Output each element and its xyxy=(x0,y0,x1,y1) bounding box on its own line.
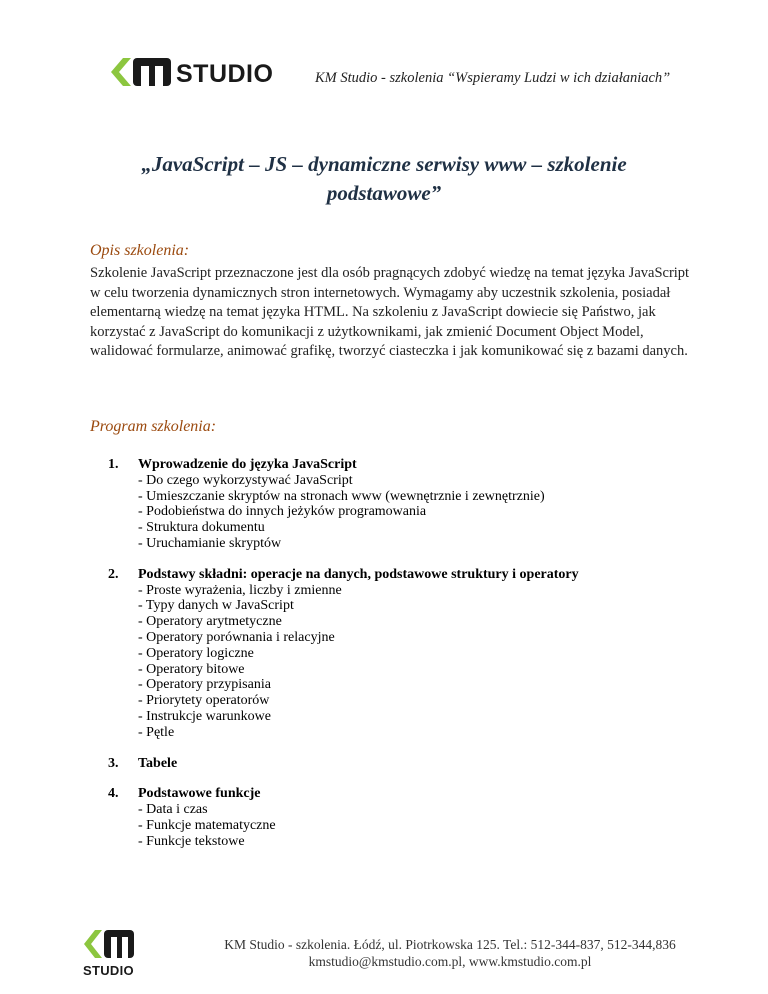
footer-contact xyxy=(200,936,700,970)
module-topic: - Data i czas xyxy=(138,802,208,818)
module-title-text: Podstawowe funkcje xyxy=(138,786,261,802)
module-number: 3. xyxy=(108,755,119,771)
module-topic: - Operatory bitowe xyxy=(138,661,245,677)
module-topic: - Podobieństwa do innych jeżyków programowania xyxy=(138,504,427,520)
module-title xyxy=(108,567,708,583)
header-tagline: KM Studio - szkolenia “Wspieramy Ludzi w ich działaniach” xyxy=(315,70,671,86)
module-number: 2. xyxy=(108,566,119,582)
module-topic: - Instrukcje warunkowe xyxy=(138,708,271,724)
logo-wordmark: STUDIO xyxy=(176,60,274,88)
km-logo-icon xyxy=(109,55,173,89)
module-topic: - Operatory arytmetyczne xyxy=(138,614,282,630)
module-title-text: Tabele xyxy=(138,755,178,771)
module-topic: - Uruchamianie skryptów xyxy=(138,535,282,551)
program-heading: Program szkolenia: xyxy=(90,418,217,435)
program-list xyxy=(108,457,708,865)
module-topic: - Proste wyrażenia, liczby i zmienne xyxy=(138,582,342,598)
footer-web: kmstudio@kmstudio.com.pl, www.kmstudio.com.pl xyxy=(308,954,592,969)
module-topic: - Operatory porównania i relacyjne xyxy=(138,629,335,645)
module-number: 1. xyxy=(108,457,119,472)
footer-address: KM Studio - szkolenia. Łódź, ul. Piotrkowska 125. Tel.: 512-344-837, 512-344,836 xyxy=(224,937,676,952)
module-title-text: Wprowadzenie do języka JavaScript xyxy=(138,457,357,472)
footer-logo-wordmark: STUDIO xyxy=(83,963,134,978)
description-heading: Opis szkolenia: xyxy=(90,242,190,259)
module-topic: - Operatory logiczne xyxy=(138,645,254,661)
module-topic: - Do czego wykorzystywać JavaScript xyxy=(138,472,353,488)
module-topic: - Operatory przypisania xyxy=(138,677,271,693)
module-topic: - Struktura dokumentu xyxy=(138,520,265,536)
module-topic: - Funkcje tekstowe xyxy=(138,833,245,849)
program-module xyxy=(108,756,708,772)
module-topic: - Pętle xyxy=(138,724,175,740)
description-text: Szkolenie JavaScript przeznaczone jest dla osób pragnących zdobyć wiedzę na temat języka JavaScript w celu tworzenia dynamicznych stron internetowych. Wymagamy aby uczestnik szkolenia, posiadał elementarną wiedzę na temat języka HTML. Na szkoleniu z JavaScript dowiecie się Państwo, jak korzystać z JavaScript do komunikacji z użytkownikami, jak zmienić Document Object Model, walidować formularze, animować grafikę, tworzyć ciasteczka i jak komunikować się z bazami danych. xyxy=(90,265,690,359)
module-number: 4. xyxy=(108,786,119,802)
page-header xyxy=(0,0,768,110)
module-topic: - Funkcje matematyczne xyxy=(138,817,276,833)
document-title: „JavaScript – JS – dynamiczne serwisy www – szkolenie podstawowe” xyxy=(141,152,627,205)
program-module xyxy=(108,567,708,741)
footer-km-logo-icon xyxy=(82,925,136,963)
program-module xyxy=(108,457,708,552)
module-title xyxy=(108,457,708,473)
program-module xyxy=(108,786,708,849)
module-topic: - Typy danych w JavaScript xyxy=(138,598,294,614)
module-topic: - Umieszczanie skryptów na stronach www (wewnętrznie i zewnętrznie) xyxy=(138,488,545,504)
module-title xyxy=(108,786,708,802)
module-title-text: Podstawy składni: operacje na danych, podstawowe struktury i operatory xyxy=(138,566,579,582)
module-title xyxy=(108,756,708,772)
module-topic: - Priorytety operatorów xyxy=(138,693,270,709)
